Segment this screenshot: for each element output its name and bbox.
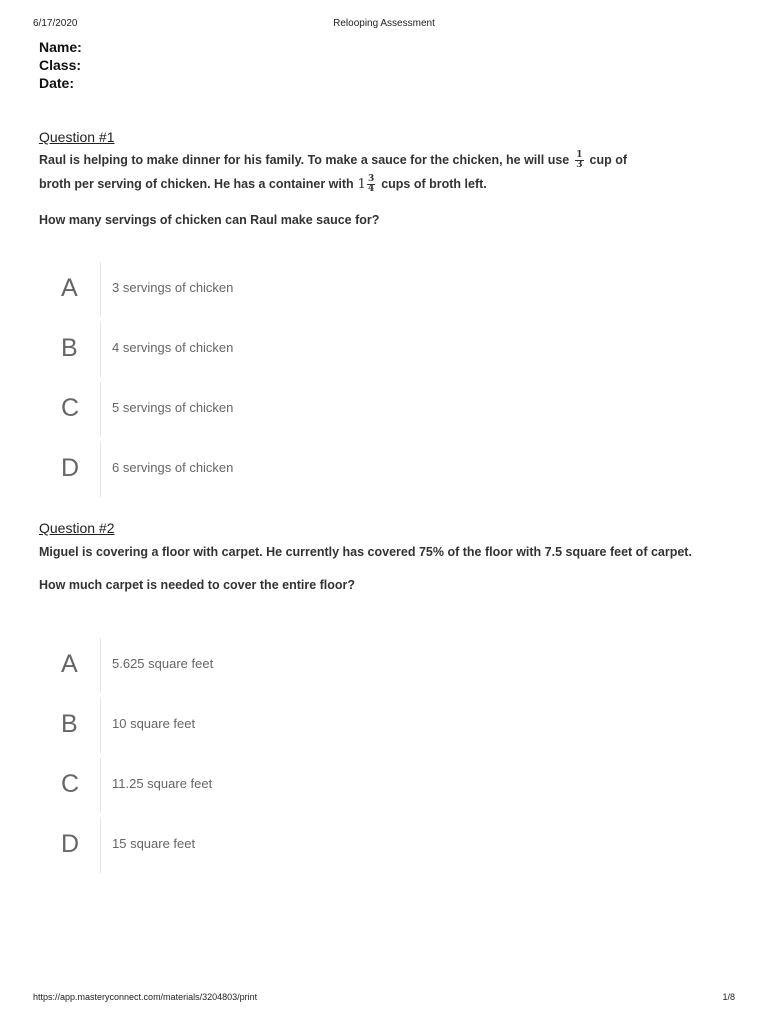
choice-divider (100, 322, 101, 377)
question-text-part: broth per serving of chicken. He has a container with (39, 177, 354, 191)
date-label: Date: (39, 75, 75, 91)
answer-choice[interactable] (39, 635, 699, 695)
question-text-part: Raul is helping to make dinner for his family. To make a sauce for the chicken, he will use (39, 153, 570, 167)
choice-letter: B (61, 710, 78, 738)
answer-choices-1 (39, 259, 699, 499)
choice-divider (100, 638, 101, 693)
document-title: Relooping Assessment (333, 18, 435, 29)
mixed-number-whole: 1 (357, 176, 366, 192)
question-text (39, 148, 699, 197)
choice-text: 15 square feet (112, 836, 196, 851)
choice-text: 3 servings of chicken (112, 280, 234, 295)
choice-text: 6 servings of chicken (112, 460, 234, 475)
choice-text: 11.25 square feet (112, 776, 213, 791)
fraction (367, 175, 375, 194)
choice-text: 4 servings of chicken (112, 340, 234, 355)
answer-choices-2 (39, 635, 699, 875)
choice-letter: A (61, 650, 78, 678)
question-2 (39, 519, 699, 594)
question-text: Miguel is covering a floor with carpet. He currently has covered 75% of the floor with 7.5 square feet of carpet. (39, 545, 692, 559)
fraction-denominator: 4 (367, 184, 375, 195)
page-number: 1/8 (722, 992, 735, 1002)
fraction-numerator: 1 (576, 150, 583, 161)
answer-choice[interactable] (39, 815, 699, 875)
choice-divider (100, 818, 101, 873)
name-label: Name: (39, 39, 82, 55)
choice-letter: C (61, 770, 80, 798)
question-heading: Question #2 (39, 520, 115, 536)
question-prompt: How many servings of chicken can Raul make sauce for? (39, 212, 380, 227)
choice-text: 5.625 square feet (112, 656, 214, 671)
choice-divider (100, 382, 101, 437)
question-text-part: cups of broth left. (381, 177, 487, 191)
print-date: 6/17/2020 (33, 18, 78, 29)
choice-divider (100, 262, 101, 317)
question-1 (39, 128, 699, 229)
fraction-denominator: 3 (576, 160, 583, 171)
choice-divider (100, 758, 101, 813)
fraction-numerator: 3 (367, 174, 375, 185)
answer-choice[interactable] (39, 695, 699, 755)
answer-choice[interactable] (39, 755, 699, 815)
choice-letter: C (61, 394, 80, 422)
choice-divider (100, 442, 101, 497)
choice-text: 5 servings of chicken (112, 400, 234, 415)
answer-choice[interactable] (39, 439, 699, 499)
class-label: Class: (39, 57, 82, 73)
choice-letter: D (61, 454, 80, 482)
fraction (575, 151, 583, 170)
choice-text: 10 square feet (112, 716, 196, 731)
question-prompt: How much carpet is needed to cover the entire floor? (39, 578, 356, 592)
choice-letter: B (61, 334, 78, 362)
choice-letter: D (61, 830, 80, 858)
choice-divider (100, 698, 101, 753)
answer-choice[interactable] (39, 319, 699, 379)
answer-choice[interactable] (39, 379, 699, 439)
question-heading: Question #1 (39, 129, 115, 145)
question-text-part: cup of (589, 153, 628, 167)
print-header (0, 18, 768, 32)
source-url: https://app.masteryconnect.com/materials/3204803/print (33, 992, 258, 1002)
answer-choice[interactable] (39, 259, 699, 319)
choice-letter: A (61, 274, 78, 302)
student-info (39, 38, 82, 92)
